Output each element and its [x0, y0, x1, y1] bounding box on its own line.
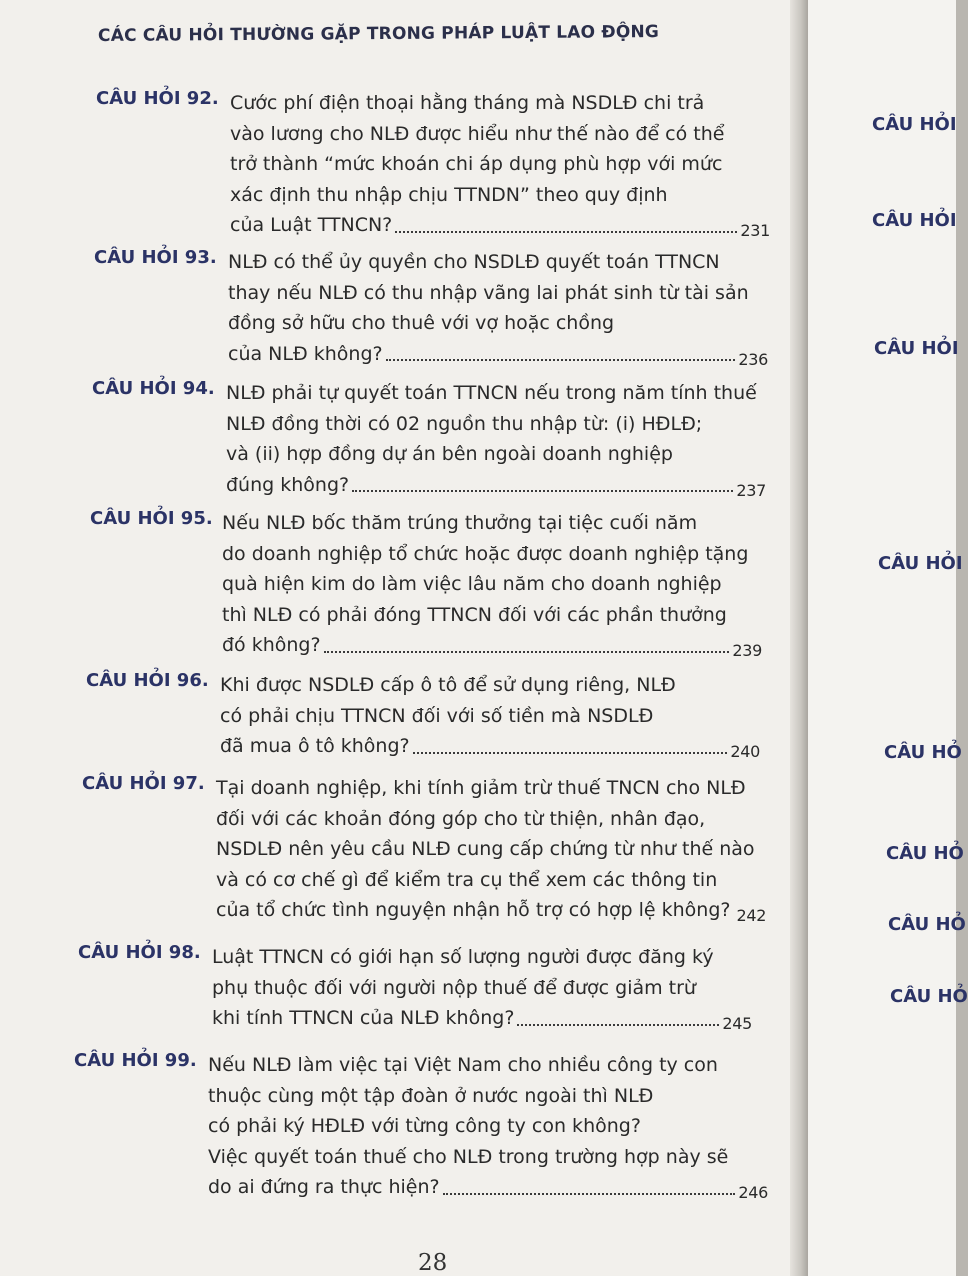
- right-page-label: CÂU HỎ: [890, 986, 968, 1007]
- running-header: CÁC CÂU HỎI THƯỜNG GẶP TRONG PHÁP LUẬT LAO ĐỘNG: [97, 22, 660, 46]
- question-line: Việc quyết toán thuế cho NLĐ trong trường hợp này sẽ: [208, 1145, 729, 1168]
- question-label: CÂU HỎI 99.: [74, 1050, 197, 1071]
- question-line: NLĐ phải tự quyết toán TTNCN nếu trong năm tính thuế: [226, 382, 757, 404]
- right-page-label: CÂU HỎI: [874, 338, 959, 359]
- dot-leader: [413, 752, 728, 754]
- question-last-line: [212, 1003, 752, 1034]
- question-label: CÂU HỎI 95.: [90, 508, 213, 529]
- question-line: của NLĐ không?: [228, 342, 383, 365]
- question-text: [216, 773, 767, 926]
- question-line: đúng không?: [226, 473, 350, 496]
- dot-leader: [324, 651, 730, 653]
- question-line: NSDLĐ nên yêu cầu NLĐ cung cấp chứng từ như thế nào: [216, 838, 755, 860]
- question-line: có phải chịu TTNCN đối với số tiền mà NSDLĐ: [220, 704, 654, 727]
- question-label: CÂU HỎI 93.: [94, 247, 217, 268]
- dot-leader: [517, 1024, 719, 1026]
- page-ref: 236: [738, 349, 768, 369]
- question-line: đó không?: [222, 634, 321, 656]
- question-line: quà hiện kim do làm việc lâu năm cho doanh nghiệp: [222, 573, 722, 595]
- question-line: đồng sở hữu cho thuê với vợ hoặc chồng: [228, 312, 615, 334]
- question-line: của Luật TTNCN?: [230, 214, 393, 236]
- page-ref: 239: [732, 641, 762, 660]
- question-text: [228, 247, 768, 369]
- question-line: của tổ chức tình nguyện nhận hỗ trợ có hợp lệ không?: [216, 899, 731, 921]
- question-line: Tại doanh nghiệp, khi tính giảm trừ thuế TNCN cho NLĐ: [216, 777, 746, 799]
- right-page-label: CÂU HỎI: [872, 210, 957, 231]
- question-line: vào lương cho NLĐ được hiểu như thế nào để có thể: [230, 122, 725, 145]
- question-line: Nếu NLĐ làm việc tại Việt Nam cho nhiều công ty con: [208, 1054, 718, 1076]
- question-text: [230, 88, 770, 241]
- question-line: đã mua ô tô không?: [220, 735, 410, 757]
- question-line: do ai đứng ra thực hiện?: [208, 1176, 440, 1198]
- page-number: 28: [418, 1250, 448, 1276]
- question-text: [226, 378, 766, 500]
- question-text: [220, 670, 760, 762]
- dot-leader: [352, 490, 733, 492]
- question-line: do doanh nghiệp tổ chức hoặc được doanh nghiệp tặng: [222, 542, 749, 565]
- question-last-line: [220, 731, 760, 762]
- question-line: NLĐ có thể ủy quyền cho NSDLĐ quyết toán TTNCN: [228, 251, 720, 273]
- book-gutter: [790, 0, 808, 1276]
- question-text: [212, 942, 752, 1034]
- question-line: thuộc cùng một tập đoàn ở nước ngoài thì NLĐ: [208, 1084, 654, 1107]
- question-line: đối với các khoản đóng góp cho từ thiện, nhân đạo,: [216, 807, 706, 830]
- question-label: CÂU HỎI 98.: [78, 942, 201, 963]
- page-ref: 237: [736, 480, 766, 500]
- question-line: có phải ký HĐLĐ với từng công ty con không?: [208, 1115, 641, 1137]
- page-ref: 246: [738, 1183, 768, 1202]
- right-page-label: CÂU HỎ: [884, 742, 962, 763]
- question-last-line: [208, 1172, 768, 1203]
- question-text: [208, 1050, 768, 1203]
- right-page-label: CÂU HỎ: [886, 843, 964, 864]
- page-ref: 245: [722, 1014, 752, 1033]
- question-line: NLĐ đồng thời có 02 nguồn thu nhập từ: (i) HĐLĐ;: [226, 412, 703, 435]
- question-last-line: [222, 630, 762, 661]
- page-ref: 240: [730, 742, 760, 761]
- page-ref: 242: [736, 906, 767, 925]
- question-line: thay nếu NLĐ có thu nhập vãng lai phát sinh từ tài sản: [228, 281, 749, 304]
- question-label: CÂU HỎI 96.: [86, 670, 209, 691]
- question-line: Luật TTNCN có giới hạn số lượng người được đăng ký: [212, 946, 714, 968]
- question-line: thì NLĐ có phải đóng TTNCN đối với các phần thưởng: [222, 603, 727, 626]
- question-line: trở thành “mức khoán chi áp dụng phù hợp với mức: [230, 153, 723, 175]
- right-page: [808, 0, 968, 1276]
- question-line: khi tính TTNCN của NLĐ không?: [212, 1007, 515, 1029]
- question-last-line: [230, 210, 770, 241]
- question-last-line: [228, 339, 768, 370]
- question-label: CÂU HỎI 94.: [92, 378, 215, 399]
- question-line: và có cơ chế gì để kiểm tra cụ thể xem các thông tin: [216, 868, 718, 891]
- question-line: Cước phí điện thoại hằng tháng mà NSDLĐ chi trả: [230, 92, 705, 114]
- question-line: phụ thuộc đối với người nộp thuế để được giảm trừ: [212, 976, 696, 999]
- question-line: và (ii) hợp đồng dự án bên ngoài doanh nghiệp: [226, 443, 673, 465]
- question-line: Khi được NSDLĐ cấp ô tô để sử dụng riêng, NLĐ: [220, 674, 676, 696]
- page-ref: 231: [740, 221, 770, 240]
- dot-leader: [386, 359, 736, 361]
- right-page-label: CÂU HỎ: [888, 914, 966, 935]
- question-label: CÂU HỎI 92.: [96, 88, 219, 109]
- dot-leader: [395, 231, 737, 233]
- right-page-label: CÂU HỎI: [872, 114, 957, 135]
- question-text: [222, 508, 762, 661]
- question-label: CÂU HỎI 97.: [82, 773, 205, 794]
- dot-leader: [443, 1193, 736, 1195]
- right-page-label: CÂU HỎI: [878, 553, 963, 574]
- question-last-line: [226, 470, 766, 501]
- question-last-line: [216, 895, 767, 926]
- question-line: xác định thu nhập chịu TTNDN” theo quy định: [230, 183, 668, 206]
- question-line: Nếu NLĐ bốc thăm trúng thưởng tại tiệc cuối năm: [222, 512, 698, 534]
